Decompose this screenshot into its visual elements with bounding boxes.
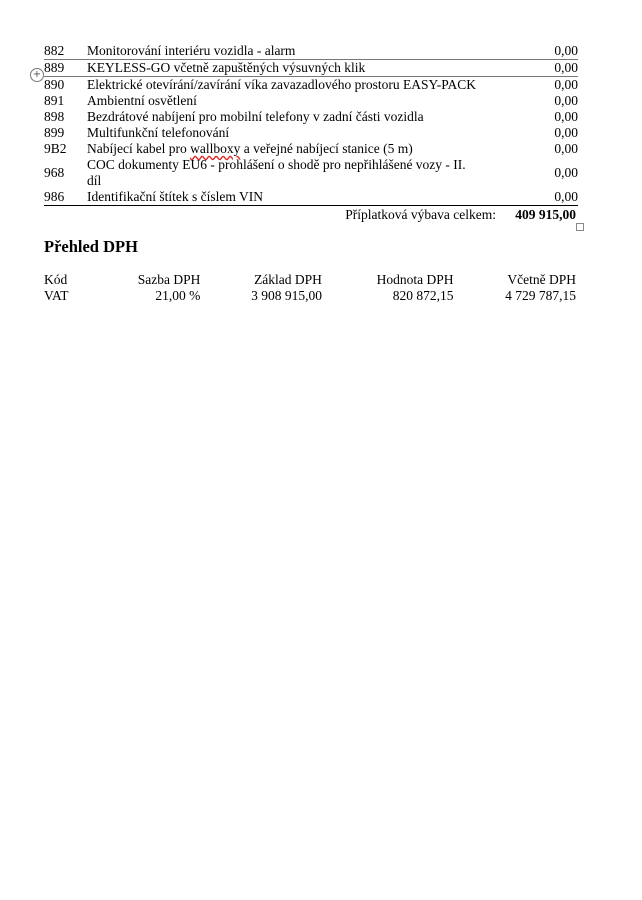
item-price: 0,00	[507, 189, 578, 206]
item-description: Monitorování interiéru vozidla - alarm	[87, 43, 296, 58]
spellcheck-flagged-word[interactable]: wallboxy	[190, 141, 241, 156]
total-value: 409 915,00	[515, 207, 576, 222]
item-description: Multifunkční telefonování	[87, 125, 230, 140]
item-code: 9B2	[44, 141, 67, 156]
vat-code: VAT	[44, 288, 69, 303]
item-code: 890	[44, 77, 65, 92]
item-description: Bezdrátové nabíjení pro mobilní telefony v zadní části vozidla	[87, 109, 424, 124]
item-description: Identifikační štítek s číslem VIN	[87, 189, 507, 206]
vat-base: 3 908 915,00	[251, 288, 322, 303]
item-description-line: COC dokumenty EU6 - prohlášení o shodě pro nepřihlášené vozy - II.	[87, 157, 466, 172]
table-row	[44, 93, 578, 109]
item-price: 0,00	[554, 165, 578, 180]
vat-header-code: Kód	[44, 272, 68, 287]
item-price: 0,00	[554, 93, 578, 108]
item-description: KEYLESS-GO včetně zapuštěných výsuvných klik	[87, 60, 507, 77]
table-row	[44, 43, 578, 60]
vat-header-row	[44, 272, 578, 288]
table-resize-handle-icon[interactable]	[576, 223, 584, 231]
item-price: 0,00	[554, 109, 578, 124]
item-price: 0,00	[554, 77, 578, 92]
equipment-table	[44, 43, 578, 206]
vat-row	[44, 288, 578, 304]
table-move-handle-icon[interactable]: +	[30, 68, 44, 82]
table-row	[44, 109, 578, 125]
vat-section-title: Přehled DPH	[44, 237, 138, 256]
item-code: 891	[44, 93, 65, 108]
table-row	[44, 157, 578, 189]
total-label: Příplatková výbava celkem:	[345, 207, 496, 222]
item-description-line: díl	[87, 173, 102, 188]
item-description	[87, 141, 507, 157]
item-code: 889	[44, 60, 87, 77]
item-description: Ambientní osvětlení	[87, 93, 197, 108]
vat-header-amount: Hodnota DPH	[376, 272, 454, 287]
vat-header-total: Včetně DPH	[507, 272, 576, 287]
item-price: 0,00	[507, 60, 578, 77]
table-row	[44, 60, 578, 77]
item-code: 968	[44, 165, 65, 180]
item-description: Elektrické otevírání/zavírání víka zavazadlového prostoru EASY-PACK	[87, 77, 477, 92]
table-row	[44, 189, 578, 206]
vat-rate: 21,00 %	[155, 288, 201, 303]
vat-header-base: Základ DPH	[254, 272, 322, 287]
item-description-part: Nabíjecí kabel pro	[87, 141, 191, 156]
item-price: 0,00	[554, 141, 578, 156]
item-code: 882	[44, 43, 65, 58]
vat-total: 4 729 787,15	[505, 288, 576, 303]
table-row	[44, 125, 578, 141]
item-code: 898	[44, 109, 65, 124]
vat-table	[44, 272, 578, 304]
item-code: 986	[44, 189, 87, 206]
table-row	[44, 141, 578, 157]
item-code: 899	[44, 125, 65, 140]
table-row	[44, 77, 578, 94]
item-price: 0,00	[554, 125, 578, 140]
vat-header-rate: Sazba DPH	[137, 272, 201, 287]
item-price: 0,00	[554, 43, 578, 58]
item-description-part: a veřejné nabíjecí stanice (5 m)	[240, 141, 413, 156]
item-description	[87, 157, 507, 189]
total-row	[44, 207, 578, 223]
vat-amount: 820 872,15	[392, 288, 454, 303]
